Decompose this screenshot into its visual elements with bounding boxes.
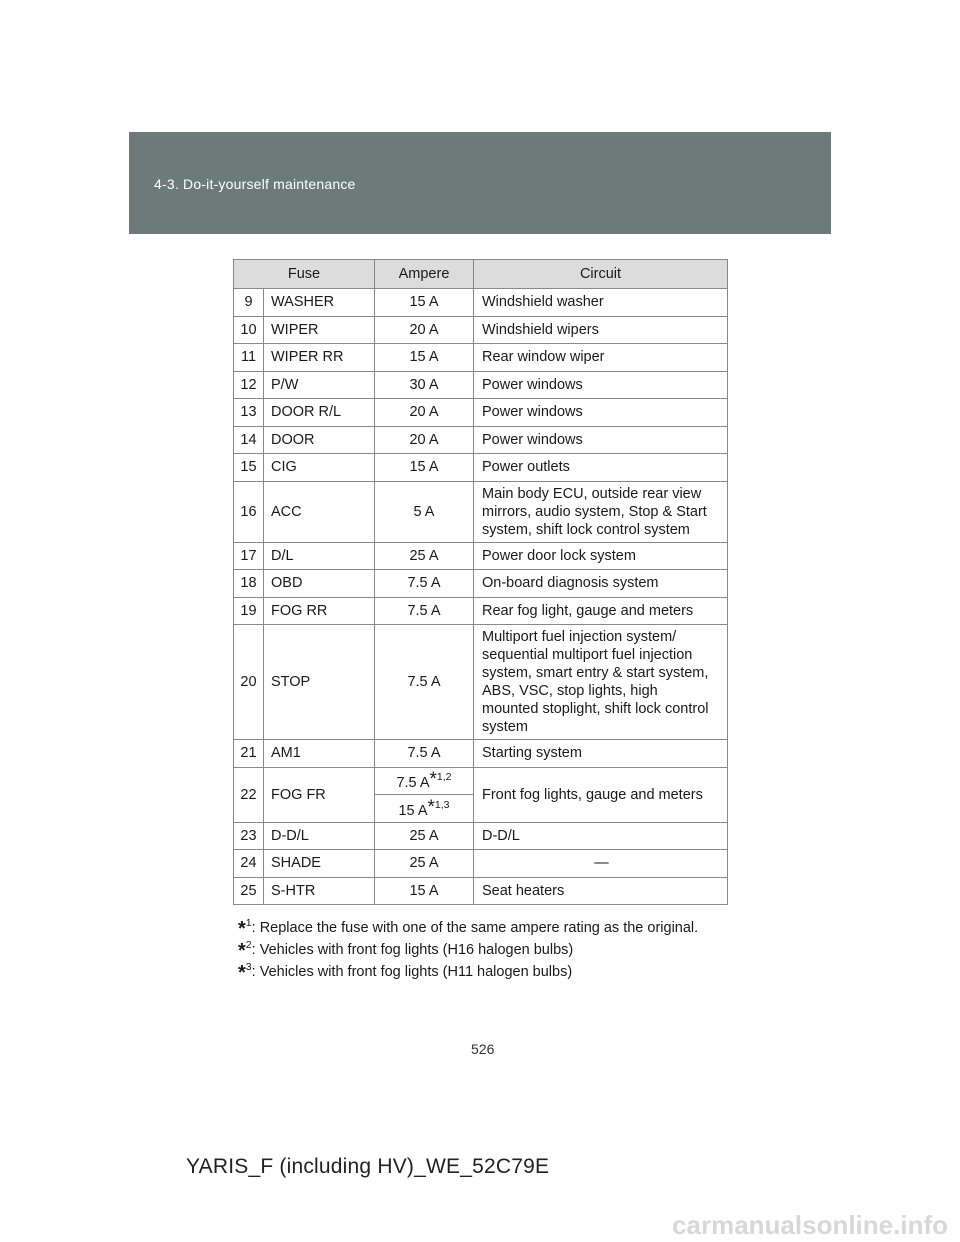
column-header-ampere: Ampere [375,260,474,289]
fuse-circuit: Windshield washer [474,289,728,317]
asterisk-icon: * [238,962,246,984]
fuse-number: 23 [234,822,264,850]
watermark-text: carmanualsonline.info [672,1210,948,1240]
fuse-ampere: 5 A [375,481,474,542]
fuse-circuit: D-D/L [474,822,728,850]
fuse-ampere [375,795,474,823]
fuse-ampere: 25 A [375,850,474,878]
circuit-line: system, smart entry & start system, [482,665,709,681]
fuse-name: AM1 [264,740,375,768]
circuit-line: ABS, VSC, stop lights, high [482,683,658,699]
fuse-name: ACC [264,481,375,542]
fuse-circuit: — [474,850,728,878]
table-row [234,316,728,344]
fuse-number: 18 [234,570,264,598]
fuse-ampere: 20 A [375,316,474,344]
table-row [234,481,728,542]
table-row [234,289,728,317]
footnote-text: : Vehicles with front fog lights (H16 halogen bulbs) [251,942,574,958]
fuse-name: P/W [264,371,375,399]
fuse-name: D/L [264,542,375,570]
fuse-ampere: 30 A [375,371,474,399]
fuse-number: 9 [234,289,264,317]
fuse-name: SHADE [264,850,375,878]
footnote-ref: 1,3 [434,798,450,811]
column-header-fuse: Fuse [234,260,375,289]
fuse-circuit: Power windows [474,371,728,399]
table-row [234,371,728,399]
fuse-name: STOP [264,625,375,740]
table-header-row [234,260,728,289]
fuse-table [233,259,728,905]
fuse-name: CIG [264,454,375,482]
table-row [234,850,728,878]
circuit-line: system [482,719,528,735]
fuse-circuit: Seat heaters [474,877,728,905]
fuse-circuit: Power door lock system [474,542,728,570]
table-row [234,542,728,570]
fuse-ampere: 7.5 A [375,625,474,740]
fuse-name: DOOR [264,426,375,454]
table-row [234,597,728,625]
fuse-ampere: 25 A [375,542,474,570]
fuse-number: 10 [234,316,264,344]
footnote-number: 2 [245,939,252,951]
fuse-name: DOOR R/L [264,399,375,427]
fuse-number: 20 [234,625,264,740]
fuse-circuit: Rear window wiper [474,344,728,372]
fuse-ampere: 15 A [375,454,474,482]
fuse-ampere: 7.5 A [375,597,474,625]
table-row [234,822,728,850]
fuse-ampere: 15 A [375,289,474,317]
table-row [234,344,728,372]
section-header-band [129,132,831,234]
fuse-circuit: Power windows [474,426,728,454]
asterisk-icon: * [427,796,435,818]
fuse-number: 25 [234,877,264,905]
fuse-number: 21 [234,740,264,768]
asterisk-icon: * [429,769,437,791]
fuse-number: 16 [234,481,264,542]
asterisk-icon: * [238,918,246,940]
fuse-circuit: Power windows [474,399,728,427]
fuse-circuit: On-board diagnosis system [474,570,728,598]
footnote-number: 3 [245,961,252,973]
fuse-circuit: Front fog lights, gauge and meters [474,767,728,822]
asterisk-icon: * [238,940,246,962]
fuse-name: WIPER RR [264,344,375,372]
fuse-circuit: Starting system [474,740,728,768]
column-header-circuit: Circuit [474,260,728,289]
fuse-ampere [375,767,474,795]
table-row [234,454,728,482]
fuse-number: 13 [234,399,264,427]
fuse-number: 19 [234,597,264,625]
fuse-ampere: 20 A [375,399,474,427]
ampere-value: 7.5 A [396,775,430,792]
fuse-number: 17 [234,542,264,570]
footnote [238,939,698,961]
page-number: 526 [471,1041,495,1057]
circuit-line: Multiport fuel injection system/ [482,629,677,645]
circuit-line: sequential multiport fuel injection [482,647,693,663]
fuse-circuit [474,625,728,740]
section-title: 4-3. Do-it-yourself maintenance [154,176,356,192]
table-row [234,570,728,598]
footnote-ref: 1,2 [436,771,452,784]
fuse-circuit [474,481,728,542]
table-row [234,426,728,454]
fuse-circuit: Windshield wipers [474,316,728,344]
circuit-line: system, shift lock control system [482,521,690,538]
circuit-line: Main body ECU, outside rear view [482,485,702,502]
fuse-circuit: Power outlets [474,454,728,482]
fuse-name: OBD [264,570,375,598]
footnote [238,961,698,983]
table-row [234,740,728,768]
fuse-circuit: Rear fog light, gauge and meters [474,597,728,625]
circuit-line: mounted stoplight, shift lock control [482,701,709,717]
ampere-value: 15 A [398,802,428,819]
fuse-number: 11 [234,344,264,372]
fuse-number: 15 [234,454,264,482]
table-row [234,625,728,740]
footnote-number: 1 [245,917,252,929]
table-row [234,877,728,905]
fuse-number: 24 [234,850,264,878]
document-id: YARIS_F (including HV)_WE_52C79E [186,1155,550,1178]
fuse-number: 14 [234,426,264,454]
footnotes [238,917,698,983]
footnote-text: : Replace the fuse with one of the same ampere rating as the original. [251,920,699,936]
fuse-name: FOG FR [264,767,375,822]
table-row [234,767,728,795]
fuse-ampere: 7.5 A [375,570,474,598]
fuse-ampere: 15 A [375,877,474,905]
circuit-line: mirrors, audio system, Stop & Start [482,503,707,520]
fuse-ampere: 7.5 A [375,740,474,768]
fuse-ampere: 20 A [375,426,474,454]
fuse-ampere: 15 A [375,344,474,372]
footnote-text: : Vehicles with front fog lights (H11 halogen bulbs) [251,964,573,980]
fuse-name: FOG RR [264,597,375,625]
fuse-number: 22 [234,767,264,822]
fuse-name: WIPER [264,316,375,344]
fuse-name: S-HTR [264,877,375,905]
fuse-name: D-D/L [264,822,375,850]
fuse-ampere: 25 A [375,822,474,850]
fuse-name: WASHER [264,289,375,317]
footnote [238,917,698,939]
fuse-number: 12 [234,371,264,399]
table-row [234,399,728,427]
